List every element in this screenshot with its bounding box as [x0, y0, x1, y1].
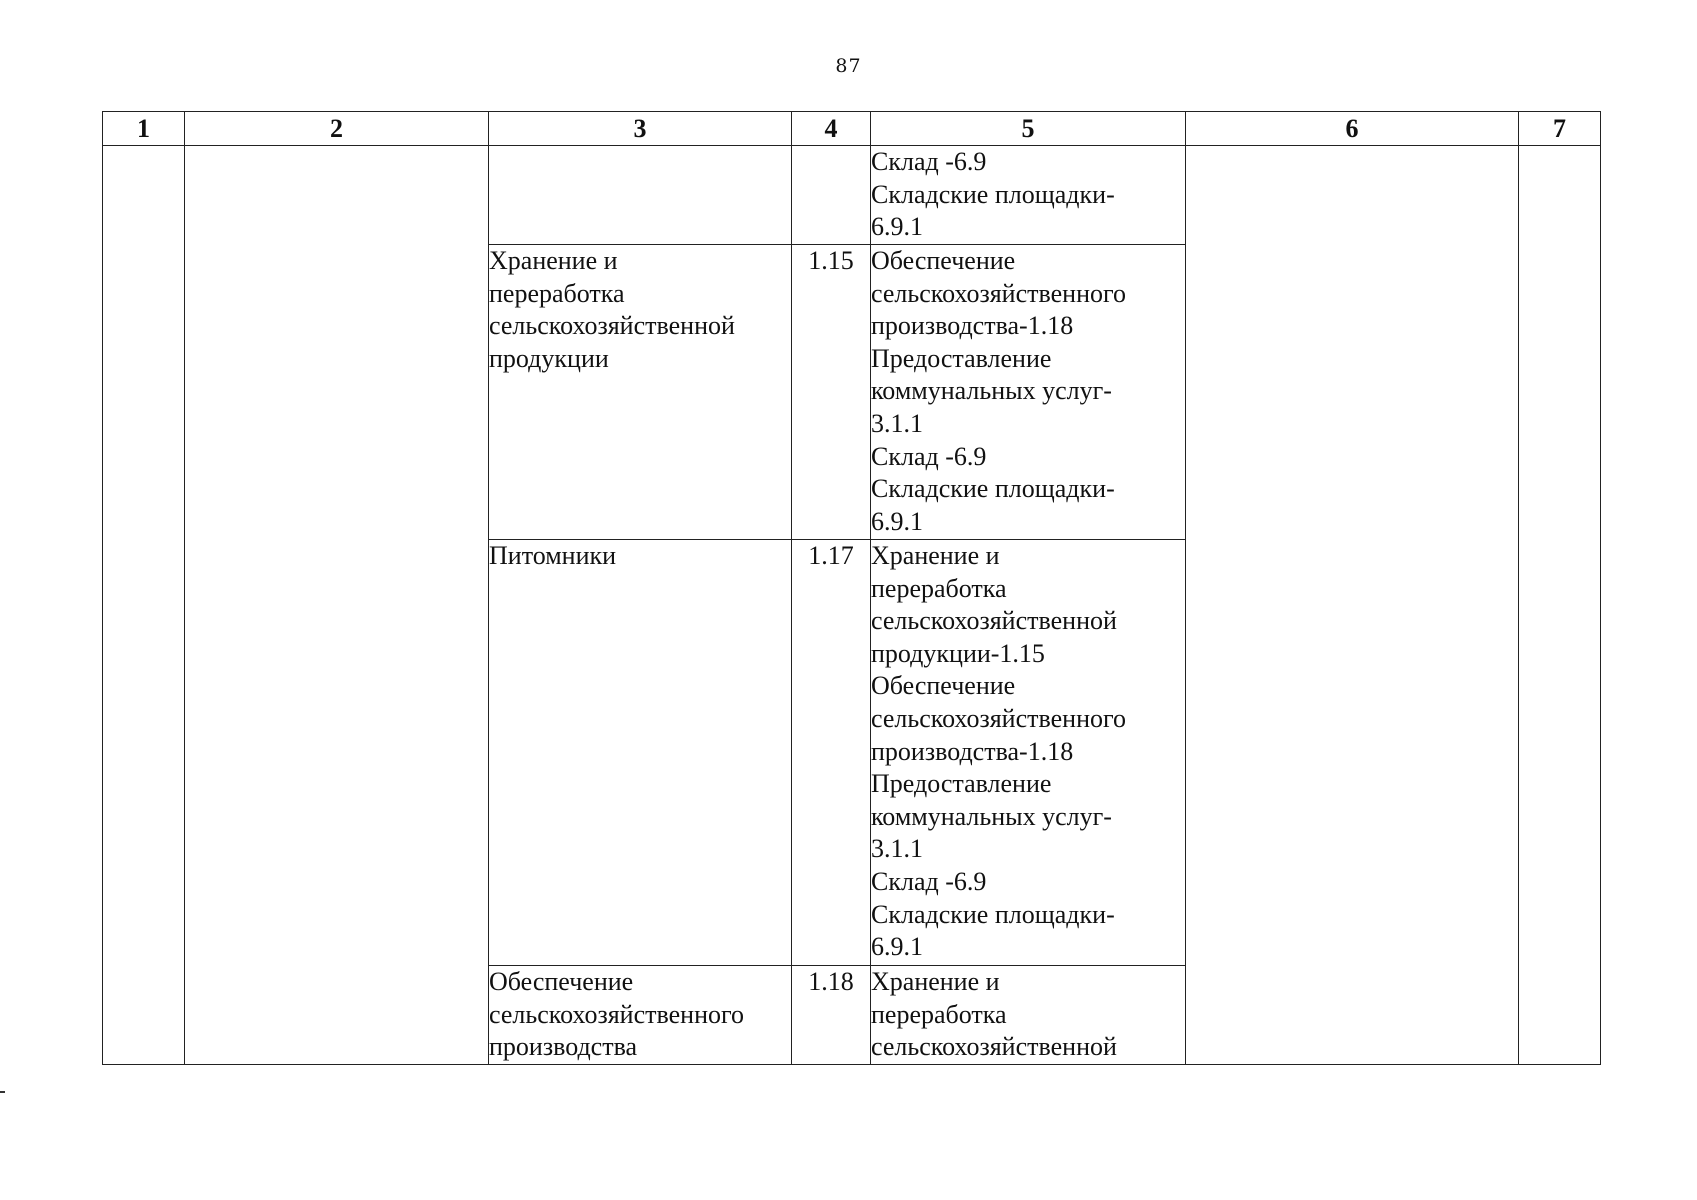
column-header: 5: [871, 112, 1186, 146]
column-header: 6: [1186, 112, 1519, 146]
related-use-line: Хранение и: [871, 967, 1000, 996]
related-use-line: Складские площадки-: [871, 474, 1115, 504]
related-use-line: сельскохозяйственного: [871, 278, 1126, 308]
related-use-line: 6.9.1: [871, 506, 923, 536]
col2-cell: [185, 146, 489, 1065]
scan-mark: [0, 1091, 5, 1093]
related-use-line: Складские площадки-: [871, 899, 1115, 929]
related-use-line: 3.1.1: [871, 834, 923, 864]
related-use-line: 3.1.1: [871, 408, 923, 438]
related-use-line: Предоставление: [871, 769, 1052, 799]
related-use-line: Склад -6.9: [871, 866, 987, 896]
use-name-line: сельскохозяйственной: [489, 311, 735, 341]
land-use-table: [102, 111, 1601, 1065]
related-uses-cell: [871, 966, 1186, 1065]
use-name-cell: [489, 245, 792, 540]
col1-cell: [103, 146, 185, 1065]
related-use-line: производства-1.18: [871, 311, 1074, 341]
use-name-cell: [489, 966, 792, 1065]
related-use-line: переработка: [871, 999, 1007, 1029]
column-header: 3: [489, 112, 792, 146]
related-use-line: Обеспечение: [871, 671, 1016, 701]
column-header: 7: [1519, 112, 1601, 146]
related-use-line: Обеспечение: [871, 246, 1016, 275]
use-name-cell: [489, 540, 792, 966]
use-name-cell: [489, 146, 792, 245]
use-name-line: продукции: [489, 343, 609, 373]
related-use-line: Предоставление: [871, 343, 1052, 373]
use-code-cell: 1.17: [792, 540, 871, 966]
use-code-cell: [792, 146, 871, 245]
related-use-line: сельскохозяйственной: [871, 606, 1117, 636]
related-use-line: 6.9.1: [871, 932, 923, 962]
col6-cell: [1186, 146, 1519, 1065]
related-uses-cell: [871, 146, 1186, 245]
use-name-line: сельскохозяйственного: [489, 999, 744, 1029]
header-row: [103, 112, 1601, 146]
related-use-line: переработка: [871, 573, 1007, 603]
related-uses-cell: [871, 245, 1186, 540]
use-name-line: производства: [489, 1032, 638, 1062]
column-header: 1: [103, 112, 185, 146]
related-use-line: коммунальных услуг-: [871, 376, 1112, 406]
related-use-line: Хранение и: [871, 541, 1000, 570]
use-code-cell: 1.18: [792, 966, 871, 1065]
use-name-line: Обеспечение: [489, 967, 634, 996]
use-name-line: переработка: [489, 278, 625, 308]
related-use-line: Склад -6.9: [871, 147, 987, 176]
page-number: 87: [835, 55, 862, 77]
use-code-cell: 1.15: [792, 245, 871, 540]
related-use-line: Склад -6.9: [871, 441, 987, 471]
related-use-line: сельскохозяйственной: [871, 1032, 1117, 1062]
related-use-line: Складские площадки-: [871, 179, 1115, 209]
use-name-line: Хранение и: [489, 246, 618, 275]
related-use-line: 6.9.1: [871, 212, 923, 242]
column-header: 2: [185, 112, 489, 146]
table-row: [103, 146, 1601, 245]
related-use-line: производства-1.18: [871, 736, 1074, 766]
col7-cell: [1519, 146, 1601, 1065]
related-use-line: коммунальных услуг-: [871, 801, 1112, 831]
column-header: 4: [792, 112, 871, 146]
related-use-line: сельскохозяйственного: [871, 703, 1126, 733]
related-uses-cell: [871, 540, 1186, 966]
use-name-line: Питомники: [489, 541, 617, 570]
related-use-line: продукции-1.15: [871, 638, 1045, 668]
